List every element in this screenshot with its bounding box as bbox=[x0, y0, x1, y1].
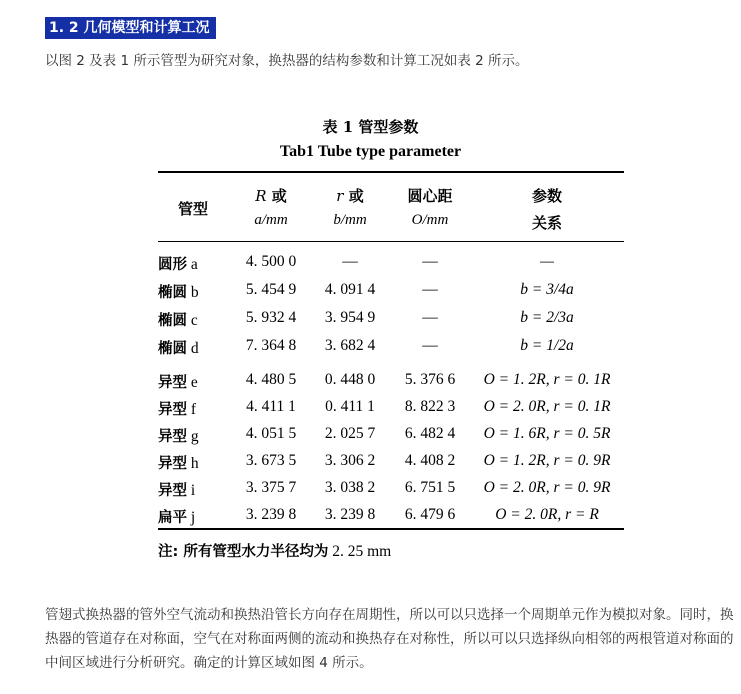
cell-O: 5. 376 6 bbox=[404, 371, 456, 388]
table-cell-relation bbox=[472, 452, 622, 470]
table-row-type bbox=[158, 253, 198, 274]
tube-type-letter: d bbox=[187, 340, 199, 357]
header-O-unit: O/mm bbox=[411, 212, 449, 228]
header-r-unit: b/mm bbox=[333, 212, 367, 228]
cell-r: — bbox=[342, 253, 358, 270]
tube-type-letter: j bbox=[187, 509, 196, 526]
table-header-rule bbox=[158, 241, 624, 242]
table-cell-O bbox=[394, 398, 466, 416]
tube-type-name: 椭圆 bbox=[158, 313, 187, 329]
table-cell-r bbox=[315, 452, 385, 470]
tube-type-name: 椭圆 bbox=[158, 285, 187, 301]
tube-type-letter: b bbox=[187, 284, 199, 301]
table-cell-relation bbox=[472, 371, 622, 389]
table-cell-r bbox=[315, 309, 385, 327]
table-cell-relation bbox=[472, 309, 622, 327]
header-R: R 或 bbox=[255, 187, 287, 205]
header-r: r 或 bbox=[336, 187, 364, 205]
cell-R: 4. 500 0 bbox=[245, 253, 297, 270]
table-row-type bbox=[158, 371, 198, 392]
table-cell-O bbox=[394, 337, 466, 355]
cell-r: 4. 091 4 bbox=[324, 281, 376, 298]
table-cell-R bbox=[236, 479, 306, 497]
cell-relation: b = 2/3a bbox=[520, 309, 574, 326]
table-row-type bbox=[158, 425, 199, 446]
header-O: 圆心距 bbox=[407, 187, 453, 205]
cell-relation: O = 1. 6R, r = 0. 5R bbox=[483, 425, 611, 442]
tube-type-letter: f bbox=[187, 401, 197, 418]
section-heading: 1. 2 几何模型和计算工况 bbox=[45, 17, 216, 39]
header-R-unit: a/mm bbox=[254, 212, 288, 228]
cell-O: 6. 479 6 bbox=[404, 506, 456, 523]
tube-type-name: 异型 bbox=[158, 402, 187, 418]
cell-r: 3. 239 8 bbox=[324, 506, 376, 523]
tube-type-name: 圆形 bbox=[158, 257, 187, 273]
cell-R: 5. 454 9 bbox=[245, 281, 297, 298]
tube-type-letter: g bbox=[187, 428, 199, 445]
table-cell-r bbox=[315, 506, 385, 524]
table-cell-relation bbox=[472, 425, 622, 443]
tube-type-letter: c bbox=[187, 312, 198, 329]
tube-type-name: 异型 bbox=[158, 429, 187, 445]
cell-R: 4. 051 5 bbox=[245, 425, 297, 442]
table-cell-O bbox=[394, 452, 466, 470]
cell-r: 0. 411 1 bbox=[325, 398, 375, 415]
cell-relation: O = 2. 0R, r = 0. 9R bbox=[483, 479, 611, 496]
cell-relation: b = 3/4a bbox=[520, 281, 574, 298]
cell-r: 3. 306 2 bbox=[324, 452, 376, 469]
cell-O: — bbox=[422, 309, 438, 326]
tube-type-name: 异型 bbox=[158, 483, 187, 499]
table-cell-relation bbox=[472, 506, 622, 524]
header-type: 管型 bbox=[177, 200, 208, 218]
cell-r: 3. 038 2 bbox=[324, 479, 376, 496]
cell-R: 7. 364 8 bbox=[245, 337, 297, 354]
table-cell-O bbox=[394, 506, 466, 524]
tube-type-letter: h bbox=[187, 455, 199, 472]
cell-relation: b = 1/2a bbox=[520, 337, 574, 354]
table-cell-r bbox=[315, 337, 385, 355]
table-cell-r bbox=[315, 371, 385, 389]
cell-relation: — bbox=[540, 253, 554, 270]
tube-type-name: 椭圆 bbox=[158, 341, 187, 357]
table-cell-O bbox=[394, 371, 466, 389]
table-cell-r bbox=[315, 281, 385, 299]
cell-O: 6. 482 4 bbox=[404, 425, 456, 442]
table-row-type bbox=[158, 452, 199, 473]
table-row-type bbox=[158, 337, 199, 358]
tube-type-name: 异型 bbox=[158, 456, 187, 472]
tube-type-name: 扁平 bbox=[158, 510, 187, 526]
table-cell-R bbox=[236, 281, 306, 299]
header-relation-2: 关系 bbox=[531, 214, 562, 232]
table-note: 注: 所有管型水力半径均为 2. 25 mm bbox=[158, 543, 392, 560]
cell-r: 2. 025 7 bbox=[324, 425, 376, 442]
body-paragraph: 管翅式换热器的管外空气流动和换热沿管长方向存在周期性，所以可以只选择一个周期单元作为模拟对象。同时，换热器的管道存在对称面，空气在对称面两侧的流动和换热存在对称性，所以可以只选择纵向相邻的两根管道对称面的中间区域进行分析研究。确定的计算区域如图 4 所示。 bbox=[45, 607, 734, 671]
table-caption-en: Tab1 Tube type parameter bbox=[279, 143, 462, 160]
table-row-type bbox=[158, 281, 199, 302]
cell-relation: O = 1. 2R, r = 0. 9R bbox=[483, 452, 611, 469]
header-relation: 参数 bbox=[531, 187, 562, 205]
cell-R: 3. 375 7 bbox=[245, 479, 297, 496]
cell-R: 4. 411 1 bbox=[246, 398, 296, 415]
cell-relation: O = 2. 0R, r = R bbox=[495, 506, 599, 523]
table-cell-relation bbox=[472, 479, 622, 497]
cell-R: 5. 932 4 bbox=[245, 309, 297, 326]
cell-O: — bbox=[422, 337, 438, 354]
table-cell-R bbox=[236, 452, 306, 470]
table-cell-r bbox=[315, 398, 385, 416]
table-bottom-rule bbox=[158, 528, 624, 530]
table-cell-relation bbox=[472, 398, 622, 416]
table-cell-r bbox=[315, 425, 385, 443]
cell-O: 4. 408 2 bbox=[404, 452, 456, 469]
cell-R: 3. 239 8 bbox=[245, 506, 297, 523]
cell-relation: O = 1. 2R, r = 0. 1R bbox=[483, 371, 611, 388]
table-cell-R bbox=[236, 398, 306, 416]
table-cell-R bbox=[236, 253, 306, 271]
cell-O: 8. 822 3 bbox=[404, 398, 456, 415]
table-row-type bbox=[158, 309, 198, 330]
tube-type-letter: e bbox=[187, 374, 198, 391]
cell-r: 3. 954 9 bbox=[324, 309, 376, 326]
table-cell-r bbox=[315, 479, 385, 497]
table-cell-O bbox=[394, 425, 466, 443]
cell-O: 6. 751 5 bbox=[404, 479, 456, 496]
table-row-type bbox=[158, 398, 196, 419]
table-cell-R bbox=[236, 371, 306, 389]
cell-r: 3. 682 4 bbox=[324, 337, 376, 354]
table-cell-relation bbox=[472, 253, 622, 271]
tube-type-letter: i bbox=[187, 482, 196, 499]
table-caption-cn: 表 1 管型参数 bbox=[322, 118, 419, 136]
table-cell-O bbox=[394, 281, 466, 299]
table-cell-O bbox=[394, 253, 466, 271]
cell-O: — bbox=[422, 281, 438, 298]
table-row-type bbox=[158, 479, 195, 500]
table-row-type bbox=[158, 506, 195, 527]
table-cell-relation bbox=[472, 281, 622, 299]
table-cell-O bbox=[394, 479, 466, 497]
table-cell-relation bbox=[472, 337, 622, 355]
cell-R: 3. 673 5 bbox=[245, 452, 297, 469]
table-cell-R bbox=[236, 337, 306, 355]
tube-type-letter: a bbox=[187, 256, 198, 273]
table-cell-R bbox=[236, 309, 306, 327]
table-cell-R bbox=[236, 425, 306, 443]
cell-relation: O = 2. 0R, r = 0. 1R bbox=[483, 398, 611, 415]
table-cell-O bbox=[394, 309, 466, 327]
table-top-rule bbox=[158, 171, 624, 173]
cell-r: 0. 448 0 bbox=[324, 371, 376, 388]
cell-O: — bbox=[422, 253, 438, 270]
table-cell-R bbox=[236, 506, 306, 524]
cell-R: 4. 480 5 bbox=[245, 371, 297, 388]
table-cell-r bbox=[315, 253, 385, 271]
tube-type-name: 异型 bbox=[158, 375, 187, 391]
intro-text: 以图 2 及表 1 所示管型为研究对象，换热器的结构参数和计算工况如表 2 所示。 bbox=[45, 53, 529, 69]
